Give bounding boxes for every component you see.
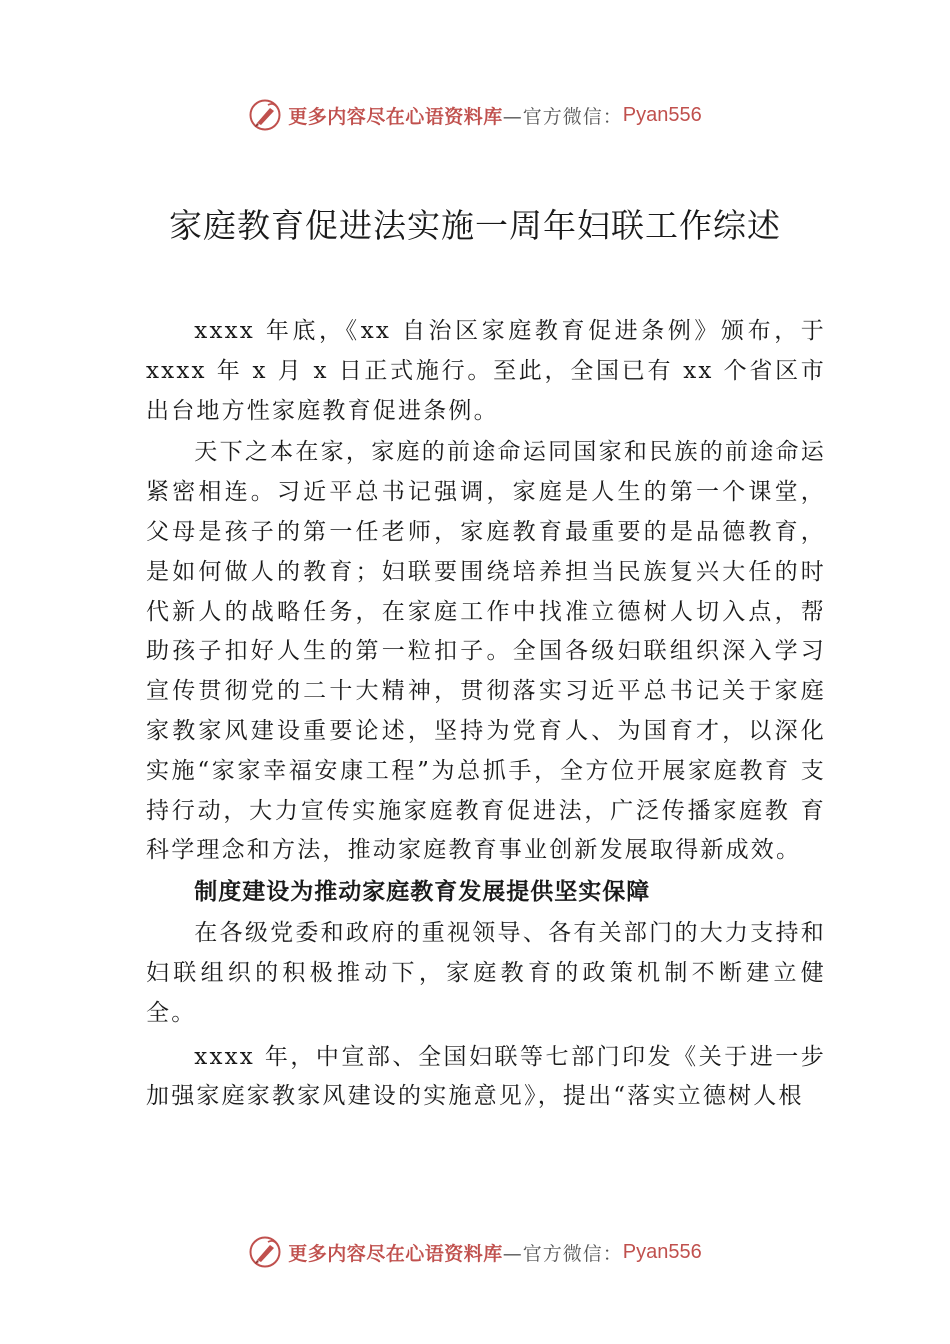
banner-wechat-label: —官方微信： bbox=[502, 1242, 623, 1265]
document-title: 家庭教育促进法实施一周年妇联工作综述 bbox=[169, 206, 781, 245]
section-paragraph-2: xxxx 年，中宣部、全国妇联等七部门印发《关于进一步加强家庭家教家风建设的实施意见》，提出“落实立德树人根 bbox=[146, 1043, 826, 1110]
banner-wechat-label: —官方微信： bbox=[502, 105, 623, 128]
section-heading: 制度建设为推动家庭教育发展提供坚实保障 bbox=[194, 879, 651, 906]
paragraph-2: 天下之本在家，家庭的前途命运同国家和民族的前途命运紧密相连。习近平总书记强调，家庭是人生的第一个课堂，父母是孩子的第一任老师，家庭教育最重要的是品德教育，是如何做人的教育；妇联要围绕培养担当民族复兴大任的时代新人的战略任务，在家庭工作中找准立德树人切入点，帮助孩子扣好人生的第一粒扣子。全国各级妇联组织深入学习宣传贯彻党的二十大精神，贯彻落实习近平总书记关于家庭家教家风建设重要论述，坚持为党育人、为国育才，以深化实施“家家幸福安康工程”为总抓手，全方位开展家庭教育 支持行动，大力宣传实施家庭教育促进法，广泛传播家庭教 育科学理念和方法，推动家庭教育事业创新发展取得新成效。 bbox=[146, 439, 826, 864]
footer-banner bbox=[0, 1232, 950, 1272]
header-banner bbox=[0, 95, 950, 135]
section-paragraph-1: 在各级党委和政府的重视领导、各有关部门的大力支持和妇联组织的积极推动下，家庭教育的政策机制不断建立健全。 bbox=[146, 920, 826, 1026]
banner-site-text: 更多内容尽在心语资料库 bbox=[288, 1242, 503, 1265]
document-body bbox=[146, 312, 826, 1117]
banner-wechat-id: Pyan556 bbox=[622, 1240, 702, 1263]
banner-site-text: 更多内容尽在心语资料库 bbox=[288, 105, 503, 128]
paragraph-1: xxxx 年底，《xx 自治区家庭教育促进条例》颁布，于 xxxx 年 x 月 x 日正式施行。至此，全国已有 xx 个省区市出台地方性家庭教育促进条例。 bbox=[146, 318, 826, 424]
banner-wechat-id: Pyan556 bbox=[622, 103, 702, 126]
pen-logo-icon bbox=[248, 98, 282, 132]
pen-logo-icon bbox=[248, 1235, 282, 1269]
